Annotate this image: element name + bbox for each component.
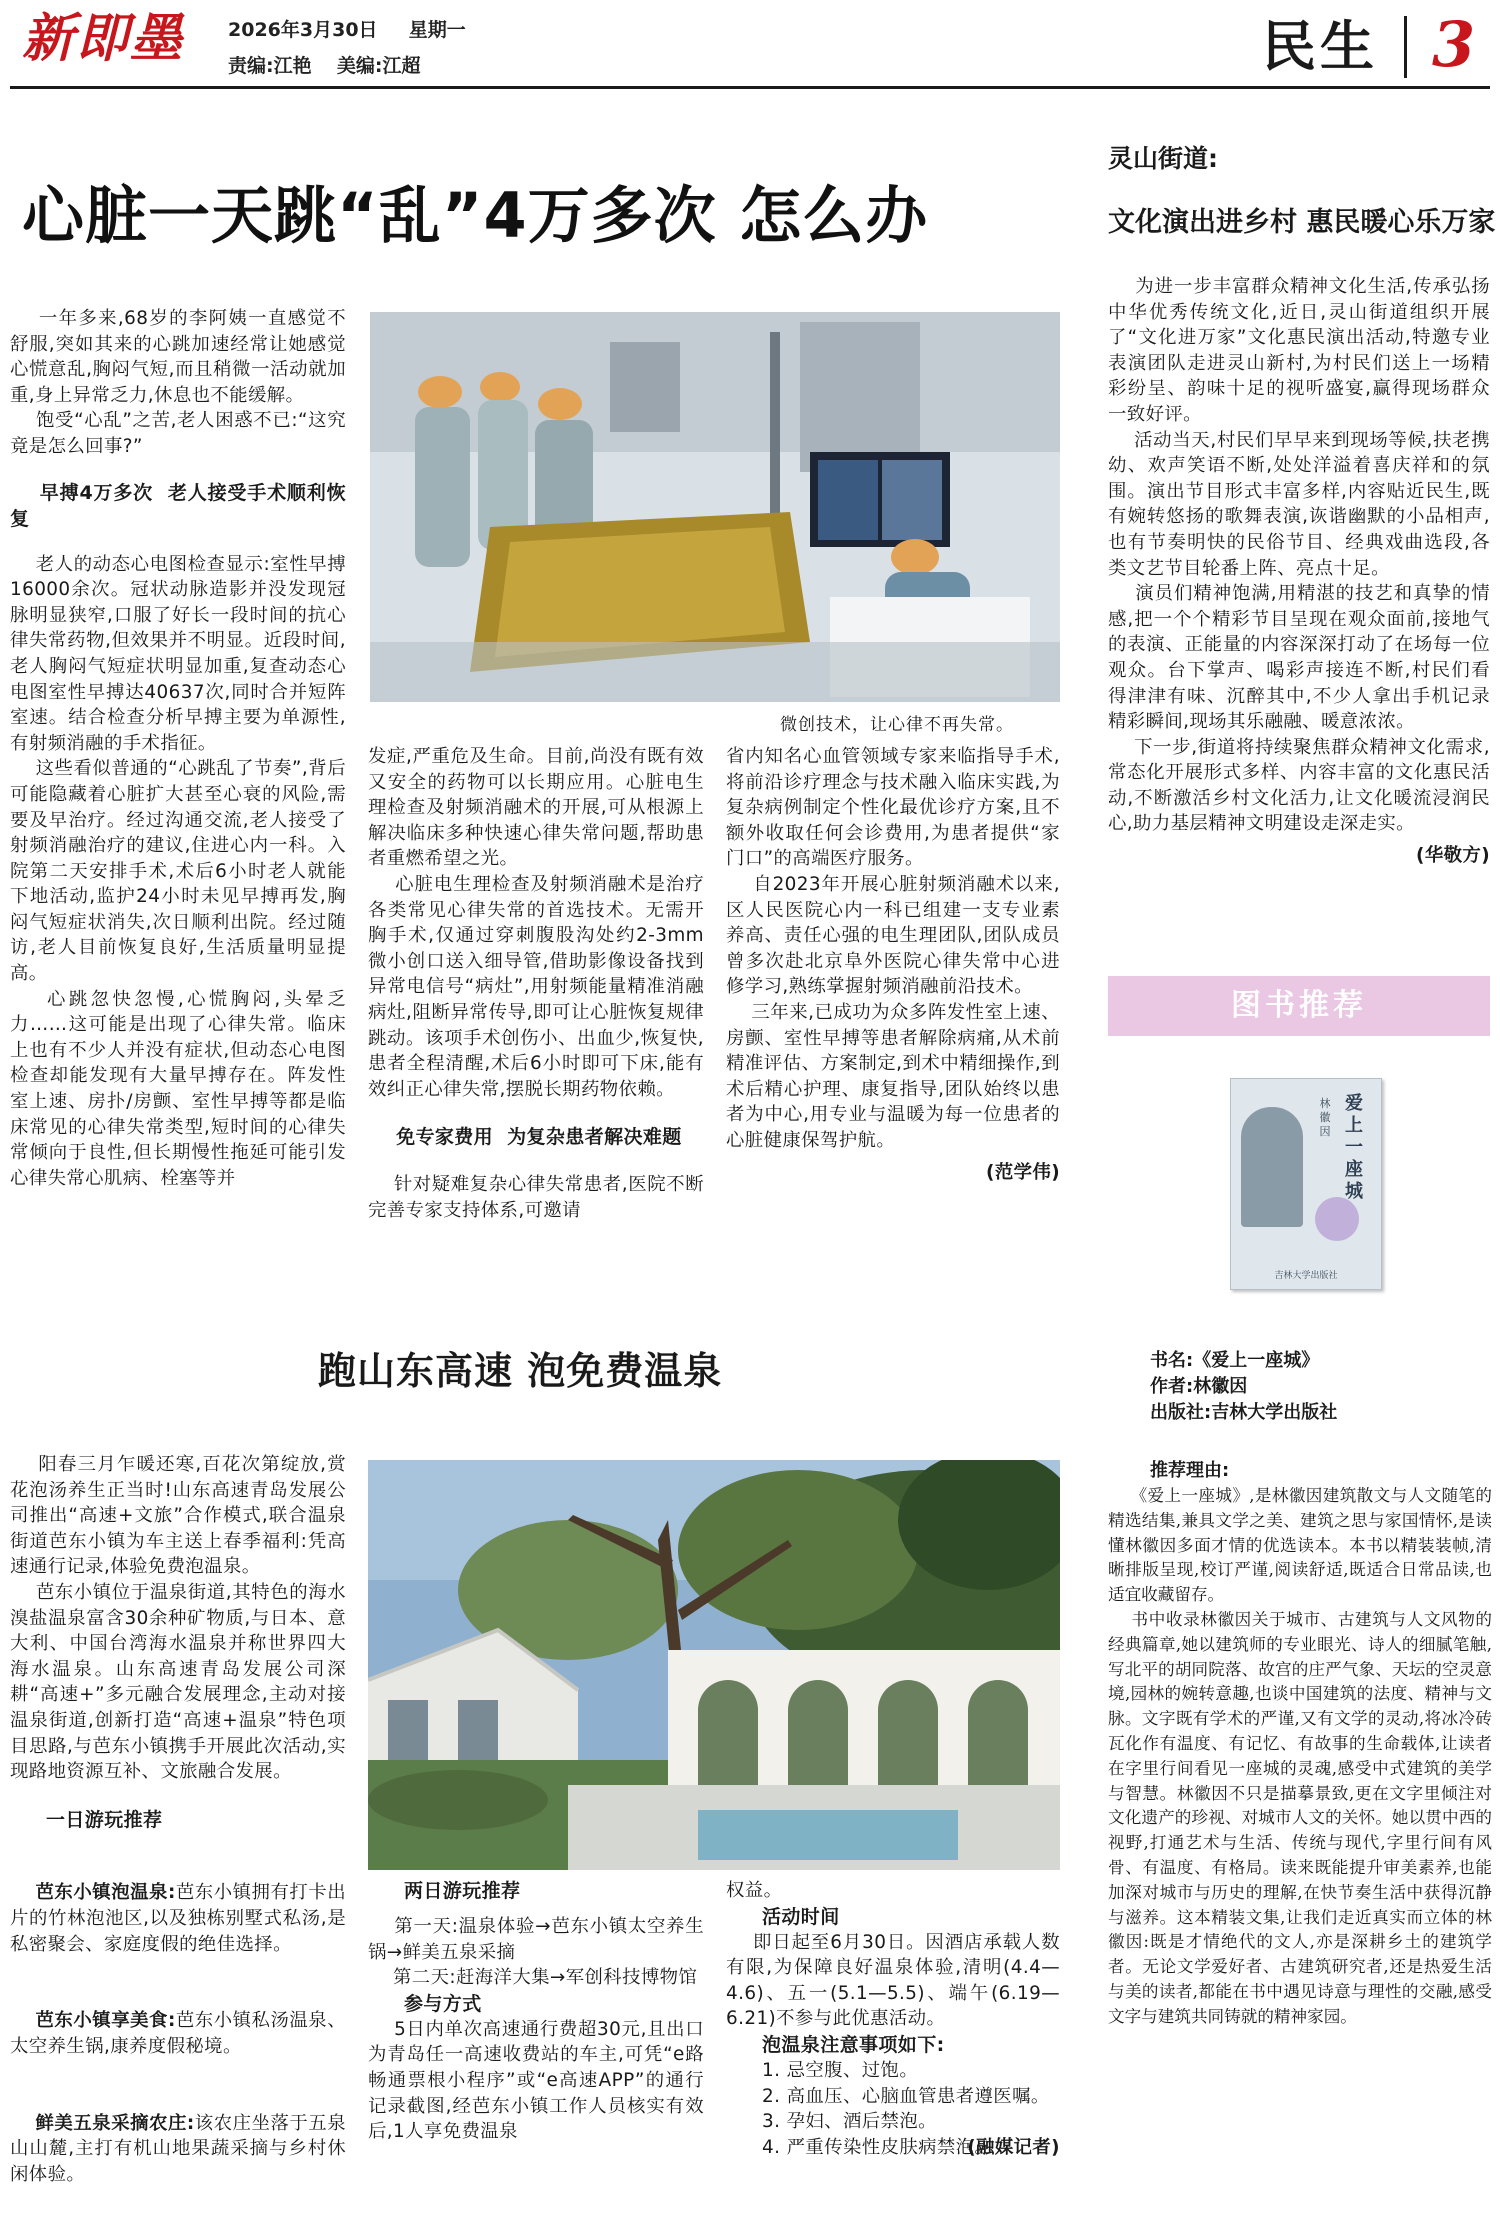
spa-villa-image [368, 1460, 1060, 1870]
operating-room-image [370, 312, 1060, 702]
notes-heading: 泡温泉注意事项如下: [762, 2033, 945, 2056]
hotspring-author: (融媒记者) [967, 2137, 1060, 2159]
two-day-plan-2: 第二天:赶海洋大集→军创科技博物馆 [368, 1967, 698, 1989]
book-name: 书名:《爱上一座城》 [1150, 1350, 1320, 1371]
book-reason-column [1108, 1484, 1492, 2030]
heart-col2-body2: 针对疑难复杂心律失常患者,医院不断完善专家支持体系,可邀请 [368, 1174, 704, 1221]
one-day-item-1-name: 芭东小镇泡温泉: [35, 1882, 176, 1904]
section-divider [1404, 16, 1407, 78]
one-day-item-3 [10, 2085, 346, 2213]
two-day-plan-1: 第一天:温泉体验→芭东小镇太空养生锅→鲜美五泉采摘 [368, 1916, 705, 1963]
heart-col3-body: 省内知名心血管领域专家来临指导手术,将前沿诊疗理念与技术融入临床实践,为复杂病例制定个性化最优诊疗方案,且不额外收取任何会诊费用,为患者提供“家门口”的高端医疗服务。 自2023年开展心脏射频消融术以来,区人民医院心内一科已组建一支专业素养高、责任心强的电生理团队,团队成员曾多次赴北京阜外医院心律失常中心进修学习,熟练掌握射频消融前沿技术。 三年来,已成功为众多阵发性室上速、房颤、室性早搏等患者解除病痛,从术前精准评估、方案制定,到术中精细操作,到术后精心护理、康复指导,团队始终以患者为中心,用专业与温暖为每一位患者的心脏健康保驾护航。 [726, 746, 1060, 1151]
one-day-item-2-name: 芭东小镇享美食: [35, 2010, 176, 2032]
book-info [1150, 1348, 1490, 1426]
note-item: 2. 高血压、心脑血管患者遵医嘱。 [762, 2085, 1050, 2107]
heart-col1-body: 老人的动态心电图检查显示:室性早搏16000余次。冠状动脉造影并没发现冠脉明显狭窄,口服了好长一段时间的抗心律失常药物,但效果并不明显。近段时间,老人胸闷气短症状明显加重,复查动态心电图室性早搏达40637次,同时合并短阵室速。结合检查分析早搏主要为单源性,有射频消融的手术指征。 这些看似普通的“心跳乱了节奏”,背后可能隐藏着心脏扩大甚至心衰的风险,需要及早治疗。经过沟通交流,老人接受了射频消融治疗的建议,住进心内一科。入院第二天安排手术,术后6小时老人就能下地活动,监护24小时未见早搏再发,胸闷气短症状消失,次日顺利出院。经过随访,老人目前恢复良好,生活质量明显提高。 心跳忽快忽慢,心慌胸闷,头晕乏力……这可能是出现了心律失常。临床上也有不少人并没有症状,但动态心电图检查却能发现有大量早搏存在。阵发性室上速、房扑/房颤、室性早搏等都是临床常见的心律失常类型,短时间的心律失常倾向于良性,但长期慢性拖延可能引发心律失常心肌病、栓塞等并 [10, 553, 347, 1189]
time-body: 即日起至6月30日。因酒店承载人数有限,为保障良好温泉体验,清明(4.4—4.6)、五一(5.1—5.5)、端午(6.19—6.21)不参与此优惠活动。 [726, 1931, 1060, 2030]
weekday-text: 星期一 [408, 19, 466, 41]
hotspring-intro: 阳春三月乍暖还寒,百花次第绽放,赏花泡汤养生正当时!山东高速青岛发展公司推出“高速+文旅”合作模式,联合温泉街道芭东小镇为车主送上春季福利:凭高速通行记录,体验免费泡温泉。 芭东小镇位于温泉街道,其特色的海水溴盐温泉富含30余种矿物质,与日本、意大利、中国台湾海水温泉并称世界四大海水温泉。山东高速青岛发展公司深耕“高速+”多元融合发展理念,主动对接温泉街道,创新打造“高速+温泉”特色项目思路,与芭东小镇携手开展此次活动,实现路地资源互补、文旅融合发展。 [10, 1454, 347, 1783]
one-day-item-2-desc: 芭东小镇私汤温泉、太空养生锅,康养度假秘境。 [10, 2010, 347, 2057]
note-item: 4. 严重传染性皮肤病禁泡。 [762, 2136, 994, 2158]
book-cover [1230, 1078, 1382, 1290]
book-cover-flowers [1315, 1197, 1359, 1241]
heart-author: (范学伟) [986, 1161, 1060, 1183]
one-day-item-2 [10, 1983, 346, 2085]
photo-caption: 微创技术，让心律不再失常。 [780, 715, 1014, 735]
hotspring-headline: 跑山东高速 泡免费温泉 [318, 1349, 723, 1393]
heart-column-1 [10, 306, 346, 1191]
heart-headline: 心脏一天跳“乱”4万多次 怎么办 [22, 179, 929, 252]
one-day-item-1-desc: 芭东小镇拥有打卡出片的竹林泡池区,以及独栋别墅式私汤,是私密聚会、家庭度假的绝佳选择。 [10, 1882, 347, 1955]
editor-text: 责编:江艳 [228, 55, 312, 77]
lingshan-column [1108, 274, 1490, 869]
page-number: 3 [1432, 8, 1476, 81]
one-day-item-1 [10, 1855, 346, 1983]
one-day-heading: 一日游玩推荐 [46, 1808, 163, 1831]
participation-body: 5日内单次高速通行费超30元,且出口为青岛任一高速收费站的车主,可凭“e路畅通票根小程序”或“e高速APP”的通行记录截图,经芭东小镇工作人员核实有效后,1人享免费温泉 [368, 2018, 704, 2143]
one-day-item-3-name: 鲜美五泉采摘农庄: [35, 2112, 195, 2134]
newspaper-logo: 新即墨 [22, 8, 185, 69]
book-cover-publisher: 吉林大学出版社 [1274, 1271, 1338, 1281]
date-text: 2026年3月30日 [228, 19, 378, 41]
one-day-item-3-desc: 该农庄坐落于五泉山山麓,主打有机山地果蔬采摘与乡村休闲体验。 [10, 2112, 347, 2185]
two-day-heading: 两日游玩推荐 [404, 1880, 521, 1902]
masthead-rule [10, 86, 1490, 89]
participation-cont: 权益。 [726, 1880, 783, 1901]
heart-column-2 [368, 744, 704, 1224]
book-reason: 《爱上一座城》,是林徽因建筑散文与人文随笔的精选结集,兼具文学之美、建筑之思与家国情怀,是读懂林徽因多面才情的优选读本。本书以精装装帧,清晰排版呈现,校订严谨,阅读舒适,既适合日常品读,也适宜收藏留存。 书中收录林徽因关于城市、古建筑与人文风物的经典篇章,她以建筑师的专业眼光、诗人的细腻笔触,写北平的胡同院落、故宫的庄严气象、天坛的空灵意境,园林的婉转意趣,也谈中国建筑的法度、精神与文脉。文字既有学术的严谨,又有文学的灵动,将冰冷砖瓦化作有温度、有记忆、有故事的生命载体,让读者在字里行间看见一座城的灵魂,感受中式建筑的美学与智慧。林徽因不只是描摹景致,更在文字里倾注对文化遗产的珍视、对城市人文的关怀。她以贯中西的视野,打通艺术与生活、传统与现代,字里行间有风骨、有温度、有格局。读来既能提升审美素养,也能加深对城市与历史的理解,在快节奏生活中获得沉静与滋养。这本精装文集,让我们走近真实而立体的林徽因:既是才情绝代的文人,亦是深耕乡土的建筑学者。无论文学爱好者、古建筑研究者,还是热爱生活与美的读者,都能在书中遇见诗意与理性的交融,感受文字与建筑共同铸就的精神家园。 [1108, 1486, 1493, 2026]
note-item: 3. 孕妇、酒后禁泡。 [762, 2111, 937, 2133]
book-reason-label: 推荐理由: [1150, 1460, 1230, 1481]
book-cover-portrait [1241, 1107, 1303, 1227]
heart-column-3 [726, 744, 1060, 1185]
lingshan-body: 为进一步丰富群众精神文化生活,传承弘扬中华优秀传统文化,近日,灵山街道组织开展了“文化进万家”文化惠民演出活动,特邀专业表演团队走进灵山新村,为村民们送上一场精彩纷呈、韵味十足的视听盛宴,赢得现场群众一致好评。 活动当天,村民们早早来到现场等候,扶老携幼、欢声笑语不断,处处洋溢着喜庆祥和的氛围。演出节目形式丰富多样,内容贴近民生,既有婉转悠扬的歌舞表演,诙谐幽默的小品相声,也有节奏明快的民俗节目、经典戏曲选段,各类文艺节目轮番上阵、亮点十足。 演员们精神饱满,用精湛的技艺和真挚的情感,把一个个精彩节目呈现在观众面前,接地气的表演、正能量的内容深深打动了在场每一位观众。台下掌声、喝彩声接连不断,村民们看得津津有味、沉醉其中,不少人拿出手机记录精彩瞬间,现场其乐融融、暖意浓浓。 下一步,街道将持续聚焦群众精神文化需求,常态化开展形式多样、内容丰富的文化惠民活动,不断激活乡村文化活力,让文化暖流浸润民心,助力基层精神文明建设走深走实。 [1108, 276, 1490, 835]
hotspring-column-2 [368, 1878, 704, 2145]
issue-date [228, 15, 466, 42]
book-banner [1108, 976, 1490, 1036]
masthead [0, 0, 1500, 90]
time-heading: 活动时间 [762, 1905, 840, 1928]
participation-heading: 参与方式 [404, 1992, 482, 2015]
lingshan-headline: 文化演出进乡村 惠民暖心乐万家 [1108, 207, 1496, 238]
heart-subhead-2: 免专家费用 为复杂患者解决难题 [368, 1126, 682, 1149]
lingshan-author: (华敬方) [1416, 845, 1490, 867]
book-cover-author: 林徽因 [1319, 1097, 1331, 1138]
hotspring-column-3 [726, 1878, 1060, 2161]
book-banner-label: 图书推荐 [1231, 988, 1367, 1023]
section-name: 民生 [1262, 15, 1378, 78]
hotspring-column-1 [10, 1452, 346, 2213]
heart-intro: 一年多来,68岁的李阿姨一直感觉不舒服,突如其来的心跳加速经常让她感觉心慌意乱,胸闷气短,而且稍微一活动就加重,身上异常乏力,休息也不能缓解。 饱受“心乱”之苦,老人困惑不已:“这究竟是怎么回事?” [10, 308, 346, 457]
lingshan-kicker: 灵山街道: [1108, 144, 1218, 173]
book-publisher: 出版社:吉林大学出版社 [1150, 1402, 1338, 1423]
hotspring-photo [368, 1460, 1060, 1870]
surgery-photo [370, 312, 1060, 702]
book-author: 作者:林徽因 [1150, 1376, 1248, 1397]
editors [228, 51, 420, 78]
heart-col2-body: 发症,严重危及生命。目前,尚没有既有效又安全的药物可以长期应用。心脏电生理检查及射频消融术的开展,可从根源上解决临床多种快速心律失常问题,帮助患者重燃希望之光。 心脏电生理检查及射频消融术是治疗各类常见心律失常的首选技术。无需开胸手术,仅通过穿刺腹股沟处约2-3mm微小创口送入细导管,借助影像设备找到异常电信号“病灶”,用射频能量精准消融病灶,阻断异常传导,即可让心脏恢复规律跳动。该项手术创伤小、出血少,恢复快,患者全程清醒,术后6小时即可下床,能有效纠正心律失常,摆脱长期药物依赖。 [368, 746, 705, 1100]
heart-subhead-1: 早搏4万多次 老人接受手术顺利恢复 [10, 481, 346, 530]
note-item: 1. 忌空腹、过饱。 [762, 2059, 919, 2081]
book-cover-title: 爱上一座城 [1345, 1093, 1363, 1202]
designer-text: 美编:江超 [336, 55, 421, 77]
